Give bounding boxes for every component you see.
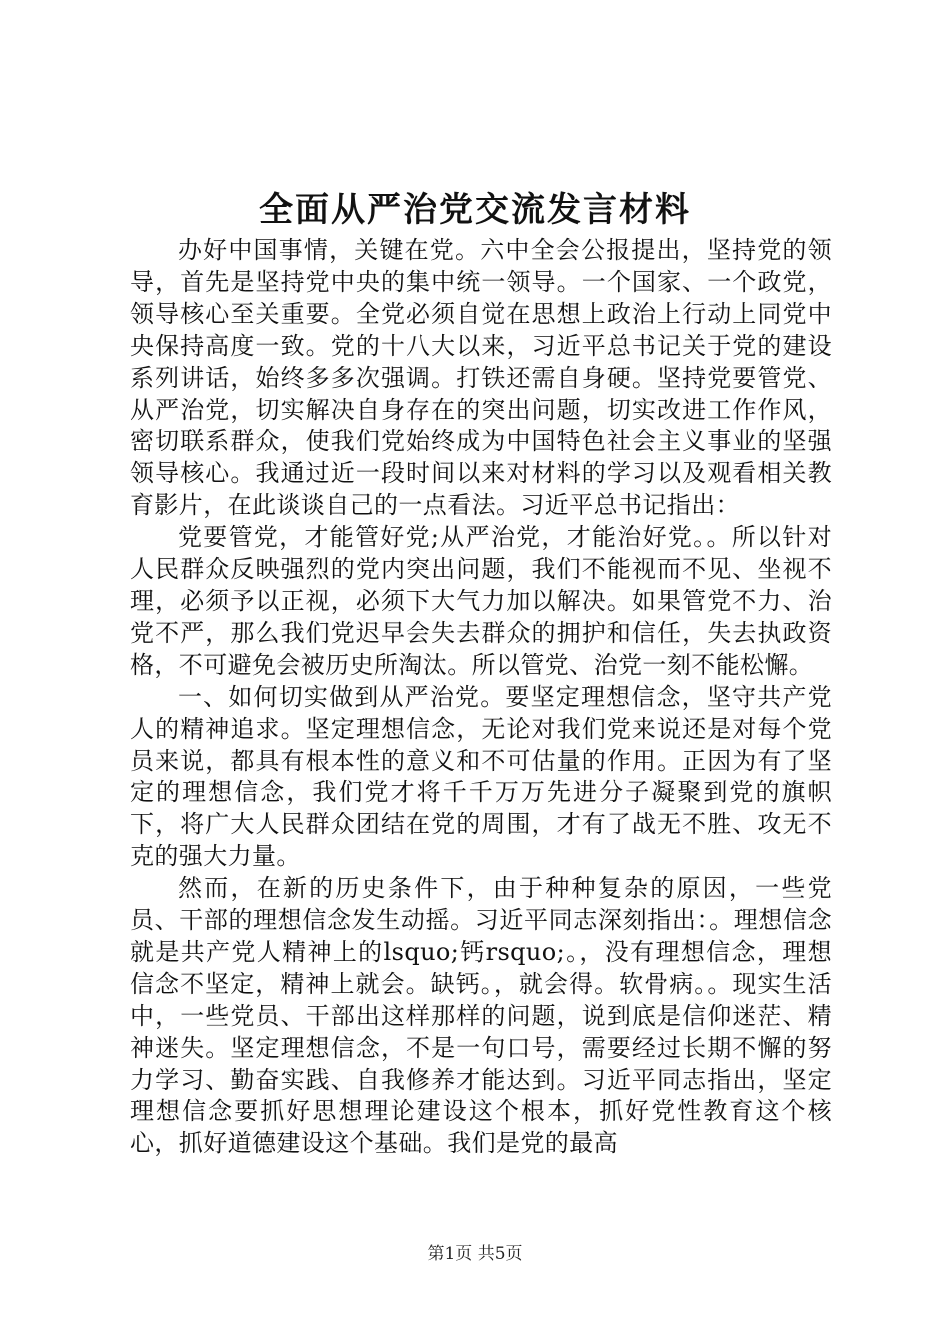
paragraph-3: 一、如何切实做到从严治党。要坚定理想信念，坚守共产党人的精神追求。坚定理想信念，无论对我们党来说还是对每个党员来说，都具有根本性的意义和不可估量的作用。正因为有了坚定的理想信念，我们党才将千千万万先进分子凝聚到党的旗帜下，将广大人民群众团结在党的周围，才有了战无不胜、攻无不克的强大力量。 (130, 682, 832, 871)
paragraph-2: 党要管党，才能管好党;从严治党，才能治好党。。所以针对人民群众反映强烈的党内突出问题，我们不能视而不见、坐视不理，必须予以正视，必须下大气力加以解决。如果管党不力、治党不严，那么我们党迟早会失去群众的拥护和信任，失去执政资格，不可避免会被历史所淘汰。所以管党、治党一刻不能松懈。 (130, 523, 832, 679)
paragraph-4: 然而，在新的历史条件下，由于种种复杂的原因，一些党员、干部的理想信念发生动摇。习近平同志深刻指出：。理想信念就是共产党人精神上的lsquo;钙rsquo;。，没有理想信念，理想信念不坚定，精神上就会。缺钙。，就会得。软骨病。。现实生活中，一些党员、干部出这样那样的问题，说到底是信仰迷茫、精神迷失。坚定理想信念，不是一句口号，需要经过长期不懈的努力学习、勤奋实践、自我修养才能达到。习近平同志指出，坚定理想信念要抓好思想理论建设这个根本，抓好党性教育这个核心，抓好道德建设这个基础。我们是党的最高 (130, 874, 832, 1158)
document-body (130, 235, 832, 1160)
page-number-footer: 第1页 共5页 (427, 1244, 523, 1264)
paragraph-1: 办好中国事情，关键在党。六中全会公报提出，坚持党的领导，首先是坚持党中央的集中统一领导。一个国家、一个政党，领导核心至关重要。全党必须自觉在思想上政治上行动上同党中央保持高度一致。党的十八大以来，习近平总书记关于党的建设系列讲话，始终多多次强调。打铁还需自身硬。坚持党要管党、从严治党，切实解决自身存在的突出问题，切实改进工作作风，密切联系群众，使我们党始终成为中国特色社会主义事业的坚强领导核心。我通过近一段时间以来对材料的学习以及观看相关教育影片，在此谈谈自己的一点看法。习近平总书记指出： (130, 236, 832, 520)
document-title: 全面从严治党交流发言材料 (259, 190, 691, 230)
